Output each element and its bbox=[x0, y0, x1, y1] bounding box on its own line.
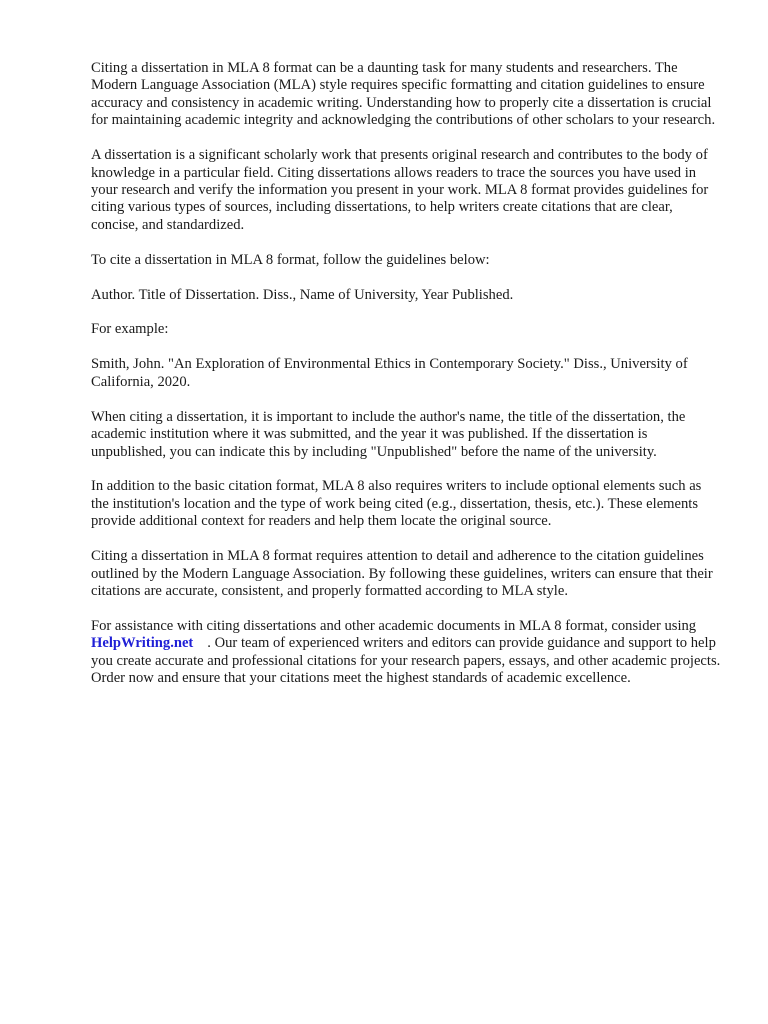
paragraph-attention-to-detail: Citing a dissertation in MLA 8 format requires attention to detail and adherence to the citation guidelines outlined by the Modern Language Association. By following these guidelines, writers can ensure that their citations are accurate, consistent, and properly formatted according to MLA style. bbox=[91, 548, 713, 599]
paragraph-citation-format: Author. Title of Dissertation. Diss., Name of University, Year Published. bbox=[91, 286, 514, 303]
paragraph-definition: A dissertation is a significant scholarly work that presents original research and contributes to the body of knowledge in a particular field. Citing dissertations allows readers to trace the sources you have used in your research and verify the information you present in your work. MLA 8 format provides guidelines for citing various types of sources, including dissertations, to help writers create citations that are clear, concise, and standardized. bbox=[91, 147, 709, 233]
paragraph-intro: Citing a dissertation in MLA 8 format can be a daunting task for many students and researchers. The Modern Language Association (MLA) style requires specific formatting and citation guidelines to ensure accuracy and consistency in academic writing. Understanding how to properly cite a dissertation is crucial for maintaining academic integrity and acknowledging the contributions of other scholars to your research. bbox=[91, 60, 716, 129]
paragraph-required-elements: When citing a dissertation, it is important to include the author's name, the title of the dissertation, the academic institution where it was submitted, and the year it was published. If the dissertation is unpublished, you can indicate this by including "Unpublished" before the name of the university. bbox=[91, 408, 686, 460]
paragraph-example-label: For example: bbox=[91, 321, 169, 338]
closing-text-before-link: For assistance with citing dissertations and other academic documents in MLA 8 format, consider using bbox=[91, 617, 697, 634]
paragraph-optional-elements: In addition to the basic citation format, MLA 8 also requires writers to include optional elements such as the institution's location and the type of work being cited (e.g., dissertation, thesis, etc.). These elements provide additional context for readers and help them locate the original source. bbox=[91, 478, 702, 530]
paragraph-example-citation: Smith, John. "An Exploration of Environmental Ethics in Contemporary Society." Diss., University of California, 2020. bbox=[91, 356, 688, 390]
closing-text-after-link: . Our team of experienced writers and editors can provide guidance and support to help you create accurate and professional citations for your research papers, essays, and other academic projects. Order now and ensure that your citations meet the highest standards of academic excellence. bbox=[91, 635, 721, 687]
paragraph-guidelines-intro: To cite a dissertation in MLA 8 format, follow the guidelines below: bbox=[91, 251, 490, 268]
helpwriting-link[interactable]: HelpWriting.net bbox=[91, 635, 194, 652]
paragraph-closing bbox=[91, 618, 721, 688]
document-body bbox=[91, 60, 721, 705]
